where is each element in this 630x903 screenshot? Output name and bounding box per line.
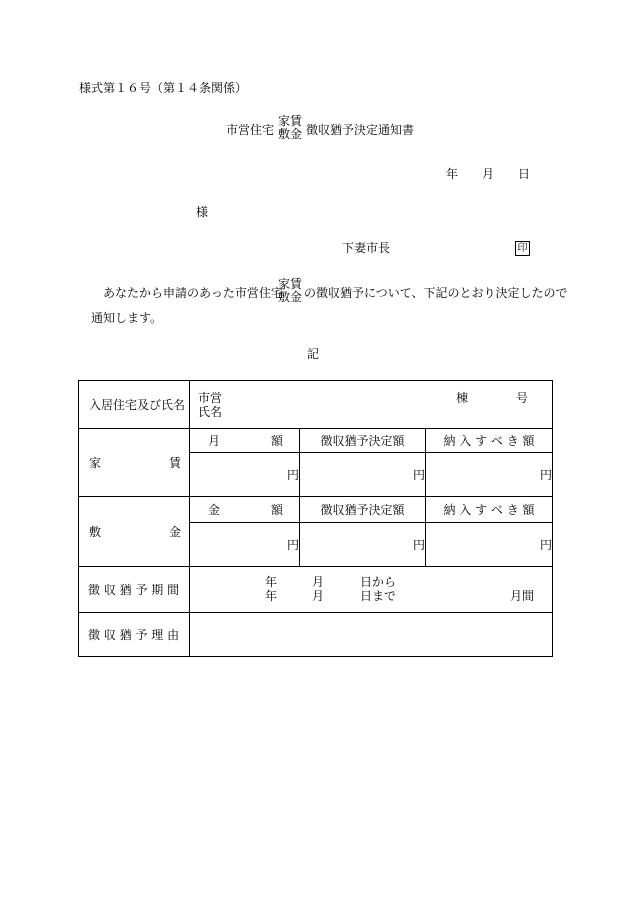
period-label: 徴 収 猶 予 期 間 [79, 567, 190, 613]
residence-row [79, 381, 553, 429]
title-prefix: 市営住宅 [226, 123, 275, 137]
addressee-suffix: 様 [196, 205, 209, 219]
body-stack [278, 278, 302, 304]
period-value-cell [190, 567, 553, 613]
rent-label-char-1: 家 [89, 456, 102, 470]
residence-number-label: 号 [516, 391, 529, 405]
date-month: 月 [482, 167, 495, 181]
residence-name-label: 氏名 [198, 405, 223, 419]
residence-building-label: 棟 [456, 391, 469, 405]
rent-header-amount-2: 額 [270, 434, 283, 448]
date-year: 年 [446, 167, 459, 181]
deposit-label-cell [79, 497, 190, 567]
deposit-header-amount [190, 497, 300, 523]
deposit-payable-yen: 円 [426, 523, 553, 567]
residence-label: 入居住宅及び氏名 [79, 381, 190, 429]
residence-value-cell [190, 381, 553, 429]
rent-amount-yen: 円 [190, 453, 300, 497]
title-stack [278, 115, 302, 141]
issuer: 下妻市長 [342, 241, 391, 255]
deposit-amount-yen: 円 [190, 523, 300, 567]
period-from-day: 日から [360, 575, 397, 589]
rent-header-deferred: 徴収猶予決定額 [300, 429, 426, 453]
deposit-label-char-1: 敷 [89, 525, 102, 539]
deposit-header-amount-2: 額 [270, 503, 283, 517]
deposit-header-deferred: 徴収猶予決定額 [300, 497, 426, 523]
body-line2: 通知します。 [91, 311, 163, 325]
deposit-deferred-yen: 円 [300, 523, 426, 567]
reason-value [190, 613, 553, 657]
rent-header-row [79, 429, 553, 453]
reason-label: 徴 収 猶 予 理 由 [79, 613, 190, 657]
form-number: 様式第１６号（第１４条関係） [79, 81, 248, 95]
period-months: 月間 [510, 589, 535, 603]
rent-label-cell [79, 429, 190, 497]
title-stack-top: 家賃 [278, 114, 303, 128]
rent-label-char-2: 賃 [168, 456, 181, 470]
decision-table [78, 380, 553, 657]
rent-payable-yen: 円 [426, 453, 553, 497]
date-day: 日 [518, 167, 531, 181]
body-line1-suffix: の徴収猶予について、下記のとおり決定したので [304, 286, 568, 300]
residence-city-label: 市営 [198, 391, 223, 405]
seal-mark: 印 [515, 241, 530, 256]
deposit-header-amount-1: 金 [208, 503, 221, 517]
body-line1-prefix: あなたから申請のあった市営住宅 [103, 286, 283, 300]
period-from-year: 年 [265, 575, 278, 589]
deposit-header-row [79, 497, 553, 523]
rent-header-payable: 納 入 す べ き 額 [426, 429, 553, 453]
rent-deferred-yen: 円 [300, 453, 426, 497]
deposit-label-char-2: 金 [168, 525, 181, 539]
rent-header-amount-1: 月 [208, 434, 221, 448]
rent-header-amount [190, 429, 300, 453]
title-suffix: 徴収猶予決定通知書 [306, 123, 415, 137]
body-stack-top: 家賃 [278, 277, 303, 291]
reason-row [79, 613, 553, 657]
period-to-day: 日まで [360, 589, 397, 603]
period-from-month: 月 [312, 575, 325, 589]
deposit-header-payable: 納 入 す べ き 額 [426, 497, 553, 523]
period-to-year: 年 [265, 589, 278, 603]
body-stack-bottom: 敷金 [278, 290, 303, 304]
ki-heading: 記 [307, 347, 320, 361]
title-stack-bottom: 敷金 [278, 127, 303, 141]
period-row [79, 567, 553, 613]
period-to-month: 月 [312, 589, 325, 603]
